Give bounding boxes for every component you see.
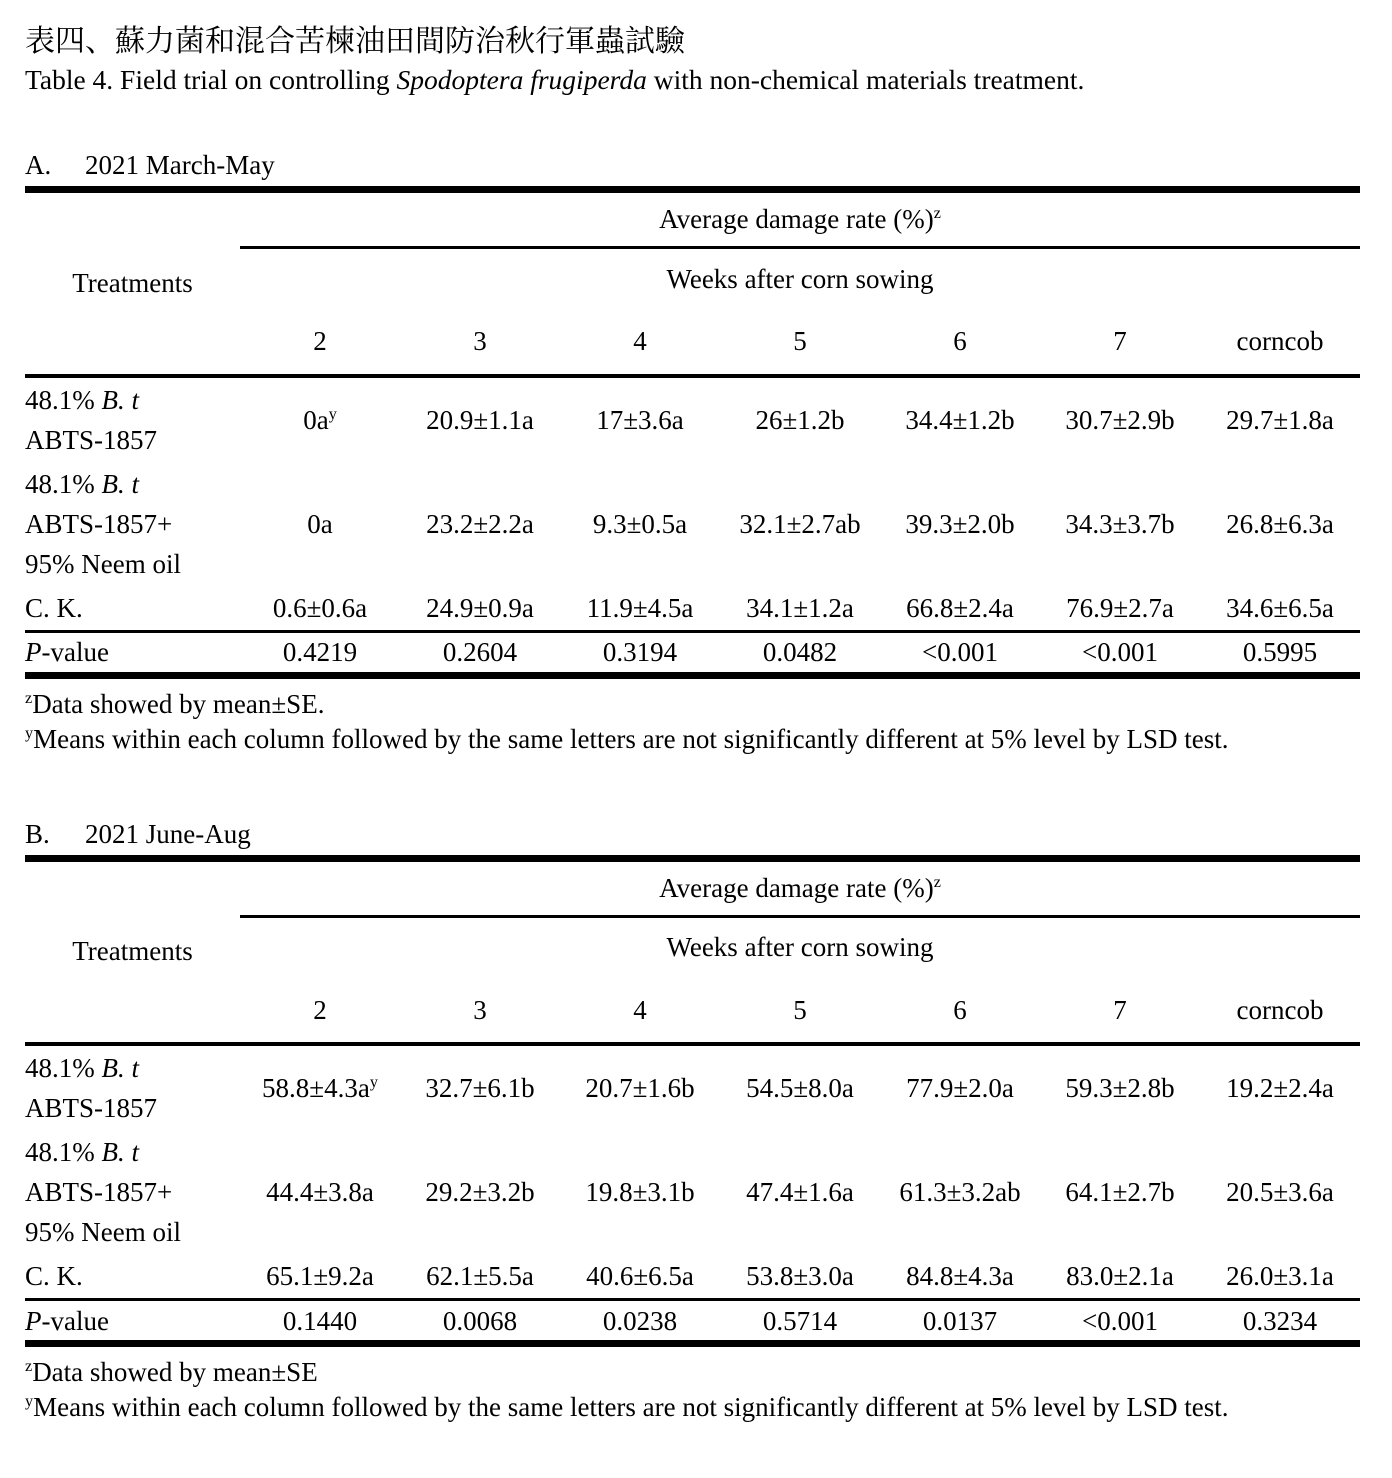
column-header-week-2: 2 [240, 310, 400, 376]
treatment-row [25, 462, 1360, 586]
p-value [880, 1300, 1040, 1344]
treatment-label [25, 376, 240, 462]
treatments-header: Treatments [25, 858, 240, 1044]
damage-rate-value [1040, 462, 1200, 586]
title-en-species: Spodoptera frugiperda [396, 64, 647, 95]
column-header-week-5: 5 [720, 310, 880, 376]
treatment-label-segment: -value [41, 1305, 109, 1336]
treatment-label [25, 1254, 240, 1300]
treatment-label-segment: 95% Neem oil [25, 1217, 181, 1247]
footnote-z-text: Data showed by mean±SE. [32, 688, 325, 719]
value-text: 0.4219 [282, 637, 358, 667]
value-text: 11.9±4.5a [586, 592, 694, 623]
p-value [400, 631, 560, 675]
damage-rate-value [1040, 586, 1200, 632]
damage-rate-value [240, 586, 400, 632]
value-text: 66.8±2.4a [906, 592, 1014, 623]
footnote-y-text: Means within each column followed by the same letters are not significantly different at 5% level by LSD test. [33, 723, 1229, 754]
footnote-z-marker: z [25, 688, 33, 707]
weeks-header: Weeks after corn sowing [666, 932, 934, 963]
avg-damage-rate-header [240, 190, 1360, 248]
footnote-z [25, 687, 1363, 722]
treatment-label-segment: ABTS-1857+ [25, 508, 173, 539]
treatment-label-segment: 48.1% [25, 1053, 102, 1083]
damage-rate-value [560, 376, 720, 462]
p-value [560, 631, 720, 675]
weeks-header: Weeks after corn sowing [666, 263, 934, 294]
value-text: 30.7±2.9b [1065, 404, 1175, 435]
section-a [25, 148, 1363, 757]
column-header-week-2: 2 [240, 978, 400, 1044]
value-text: 76.9±2.7a [1066, 592, 1174, 623]
treatment-label-segment: P [25, 637, 42, 667]
group-header-row [25, 858, 1360, 916]
p-value [1200, 631, 1360, 675]
value-text: 39.3±2.0b [905, 508, 1015, 539]
footnote-y-marker: y [25, 723, 34, 742]
column-header-corncob: corncob [1200, 310, 1360, 376]
table-title-zh: 表四、蘇力菌和混合苦楝油田間防治秋行軍蟲試驗 [25, 25, 685, 58]
p-value-label [25, 631, 240, 675]
value-text: 0.6±0.6a [272, 592, 368, 623]
damage-rate-value [880, 1254, 1040, 1300]
table-title-en [25, 62, 1363, 98]
treatment-label-segment: ABTS-1857 [25, 424, 158, 455]
column-header-week-3: 3 [400, 978, 560, 1044]
footnote-marker-z: z [933, 204, 941, 222]
treatment-label-segment: P [25, 1305, 42, 1336]
value-text: 34.6±6.5a [1226, 592, 1334, 623]
p-value [1200, 1300, 1360, 1344]
value-text: 61.3±3.2ab [899, 1177, 1021, 1207]
value-text: <0.001 [922, 637, 998, 667]
column-header-week-5: 5 [720, 978, 880, 1044]
damage-rate-value [1200, 1130, 1360, 1254]
damage-rate-value [720, 1130, 880, 1254]
value-text: 0a [307, 508, 333, 539]
treatment-label-segment: 48.1% [25, 384, 102, 415]
section-a-footnotes [25, 687, 1363, 757]
value-text: 26.0±3.1a [1226, 1261, 1334, 1291]
p-value-row [25, 1300, 1360, 1344]
footnote-z-marker: z [25, 1357, 33, 1375]
table-a [25, 186, 1360, 679]
value-text: 77.9±2.0a [906, 1073, 1014, 1103]
damage-rate-value [720, 1044, 880, 1130]
treatment-label-segment: B. t [101, 1137, 139, 1167]
table-b [25, 855, 1360, 1348]
footnote-y [25, 722, 1363, 757]
damage-rate-value [400, 1044, 560, 1130]
treatment-label-segment: 48.1% [25, 1137, 102, 1167]
damage-rate-value [720, 376, 880, 462]
damage-rate-value [880, 586, 1040, 632]
value-text: 58.8±4.3a [262, 1073, 370, 1103]
footnote-marker-y: y [328, 404, 337, 423]
section-b-heading [25, 817, 1363, 851]
p-value [720, 1300, 880, 1344]
damage-rate-value [400, 1254, 560, 1300]
treatment-label-segment: -value [41, 637, 109, 667]
value-text: 84.8±4.3a [906, 1261, 1014, 1291]
damage-rate-value [560, 586, 720, 632]
avg-damage-rate-header [240, 858, 1360, 916]
damage-rate-value [240, 1130, 400, 1254]
value-text: 0a [303, 404, 329, 435]
value-text: 32.7±6.1b [425, 1073, 535, 1103]
p-value-row [25, 631, 1360, 675]
treatment-label [25, 586, 240, 632]
treatment-row [25, 1044, 1360, 1130]
treatment-label-segment: 48.1% [25, 468, 102, 499]
damage-rate-value [240, 1254, 400, 1300]
value-text: 62.1±5.5a [426, 1261, 534, 1291]
column-header-week-6: 6 [880, 978, 1040, 1044]
avg-damage-rate-text: Average damage rate (%) [659, 204, 934, 234]
treatment-row [25, 1254, 1360, 1300]
p-value [1040, 631, 1200, 675]
damage-rate-value [560, 1044, 720, 1130]
table-a-body [25, 376, 1360, 676]
value-text: 17±3.6a [596, 404, 684, 435]
footnote-z-text: Data showed by mean±SE [32, 1357, 318, 1387]
damage-rate-value [560, 462, 720, 586]
damage-rate-value [720, 462, 880, 586]
section-a-heading [25, 148, 1363, 182]
footnote-marker-y: y [369, 1073, 378, 1091]
value-text: 34.1±1.2a [746, 592, 854, 623]
p-value [560, 1300, 720, 1344]
footnote-z [25, 1355, 1363, 1390]
value-text: 19.2±2.4a [1226, 1073, 1334, 1103]
value-text: 0.1440 [282, 1305, 358, 1336]
value-text: 59.3±2.8b [1065, 1073, 1175, 1103]
value-text: 0.5995 [1242, 637, 1318, 667]
value-text: 0.0068 [442, 1305, 518, 1336]
p-value-label [25, 1300, 240, 1344]
section-b-label: B. [25, 818, 50, 849]
value-text: 0.2604 [442, 637, 518, 667]
treatment-label [25, 1044, 240, 1130]
damage-rate-value [1200, 376, 1360, 462]
column-header-week-7: 7 [1040, 310, 1200, 376]
value-text: 0.3194 [602, 637, 678, 667]
damage-rate-value [880, 1130, 1040, 1254]
column-header-week-4: 4 [560, 978, 720, 1044]
value-text: 47.4±1.6a [746, 1177, 854, 1207]
treatment-label-segment: B. t [101, 384, 139, 415]
treatment-label-segment: B. t [101, 468, 139, 499]
damage-rate-value [400, 462, 560, 586]
treatment-row [25, 586, 1360, 632]
value-text: 53.8±3.0a [746, 1261, 854, 1291]
treatment-row [25, 376, 1360, 462]
value-text: 44.4±3.8a [266, 1177, 374, 1207]
footnote-marker-z: z [933, 872, 941, 891]
p-value [240, 631, 400, 675]
section-a-period: 2021 March-May [85, 150, 275, 180]
value-text: 0.3234 [1242, 1305, 1318, 1336]
value-text: 34.3±3.7b [1065, 508, 1175, 539]
value-text: 26±1.2b [755, 404, 845, 435]
p-value [1040, 1300, 1200, 1344]
value-text: 65.1±9.2a [266, 1261, 374, 1291]
treatment-label [25, 462, 240, 586]
value-text: 29.2±3.2b [425, 1177, 535, 1207]
damage-rate-value [1040, 1254, 1200, 1300]
section-b [25, 817, 1363, 1426]
p-value [720, 631, 880, 675]
footnote-y-text: Means within each column followed by the same letters are not significantly different at 5% level by LSD test. [33, 1392, 1229, 1422]
section-a-label: A. [25, 150, 52, 180]
value-text: 0.5714 [762, 1305, 838, 1336]
table-b-body [25, 1044, 1360, 1344]
title-en-suffix: with non-chemical materials treatment. [646, 64, 1085, 95]
value-text: 20.9±1.1a [426, 404, 534, 435]
footnote-y [25, 1390, 1363, 1425]
treatment-label-segment: B. t [101, 1053, 139, 1083]
value-text: 0.0482 [762, 637, 838, 667]
damage-rate-value [720, 1254, 880, 1300]
damage-rate-value [400, 1130, 560, 1254]
damage-rate-value [240, 376, 400, 462]
treatment-row [25, 1130, 1360, 1254]
column-header-week-6: 6 [880, 310, 1040, 376]
damage-rate-value [880, 376, 1040, 462]
damage-rate-value [1200, 462, 1360, 586]
damage-rate-value [240, 462, 400, 586]
value-text: 24.9±0.9a [426, 592, 534, 623]
damage-rate-value [1040, 376, 1200, 462]
section-b-footnotes [25, 1355, 1363, 1425]
value-text: 19.8±3.1b [585, 1177, 695, 1207]
damage-rate-value [880, 462, 1040, 586]
value-text: 34.4±1.2b [905, 404, 1015, 435]
treatment-label-segment: C. K. [25, 1261, 83, 1291]
avg-damage-rate-text: Average damage rate (%) [659, 872, 934, 903]
value-text: 23.2±2.2a [426, 508, 534, 539]
column-header-week-3: 3 [400, 310, 560, 376]
value-text: 0.0238 [602, 1305, 678, 1336]
damage-rate-value [560, 1130, 720, 1254]
value-text: 9.3±0.5a [592, 508, 688, 539]
value-text: 83.0±2.1a [1066, 1261, 1174, 1291]
value-text: 20.7±1.6b [585, 1073, 695, 1103]
value-text: 20.5±3.6a [1226, 1177, 1334, 1207]
column-header-corncob: corncob [1200, 978, 1360, 1044]
damage-rate-value [1200, 586, 1360, 632]
column-header-week-7: 7 [1040, 978, 1200, 1044]
value-text: <0.001 [1082, 1305, 1158, 1336]
damage-rate-value [880, 1044, 1040, 1130]
value-text: 64.1±2.7b [1065, 1177, 1175, 1207]
damage-rate-value [1040, 1044, 1200, 1130]
damage-rate-value [240, 1044, 400, 1130]
damage-rate-value [400, 586, 560, 632]
damage-rate-value [1200, 1254, 1360, 1300]
p-value [240, 1300, 400, 1344]
group-header-row [25, 190, 1360, 248]
value-text: 54.5±8.0a [746, 1073, 854, 1103]
damage-rate-value [720, 586, 880, 632]
treatment-label [25, 1130, 240, 1254]
section-b-period: 2021 June-Aug [85, 818, 251, 849]
damage-rate-value [400, 376, 560, 462]
value-text: 40.6±6.5a [586, 1261, 694, 1291]
value-text: 32.1±2.7ab [739, 508, 861, 539]
treatment-label-segment: C. K. [25, 592, 83, 623]
value-text: <0.001 [1082, 637, 1158, 667]
column-header-week-4: 4 [560, 310, 720, 376]
p-value [880, 631, 1040, 675]
footnote-y-marker: y [25, 1392, 34, 1410]
document-page [25, 22, 1363, 1425]
damage-rate-value [560, 1254, 720, 1300]
treatments-header: Treatments [25, 190, 240, 376]
treatment-label-segment: ABTS-1857 [25, 1093, 158, 1123]
damage-rate-value [1040, 1130, 1200, 1254]
damage-rate-value [1200, 1044, 1360, 1130]
value-text: 26.8±6.3a [1226, 508, 1334, 539]
value-text: 0.0137 [922, 1305, 998, 1336]
value-text: 29.7±1.8a [1226, 404, 1334, 435]
title-en-prefix: Table 4. Field trial on controlling [25, 64, 397, 95]
p-value [400, 1300, 560, 1344]
treatment-label-segment: ABTS-1857+ [25, 1177, 173, 1207]
treatment-label-segment: 95% Neem oil [25, 548, 181, 579]
